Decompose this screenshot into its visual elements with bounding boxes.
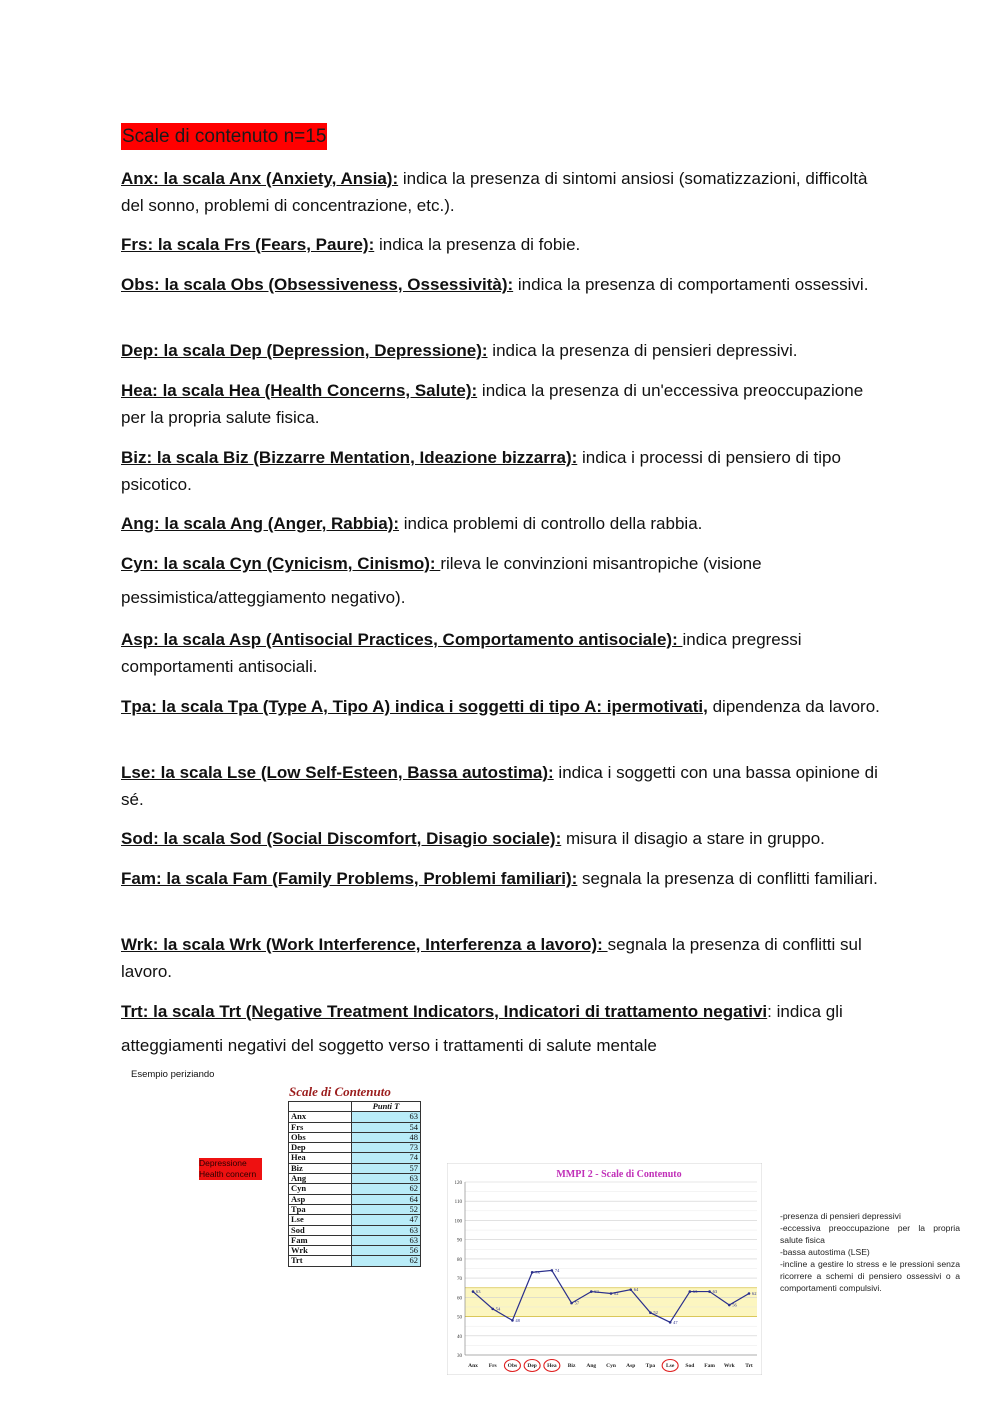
y-tick-label: 50: [457, 1315, 462, 1321]
data-label: 48: [515, 1317, 520, 1323]
scale-item-obs: [121, 272, 881, 299]
y-tick-label: 120: [454, 1181, 462, 1186]
row-value: 52: [352, 1204, 421, 1214]
x-tick-label: Wrk: [723, 1363, 735, 1369]
data-label: 74: [554, 1267, 560, 1273]
scale-term: Ang: la scala Ang (Anger, Rabbia):: [121, 514, 400, 533]
scale-item-sod: [121, 826, 881, 853]
chart-title: MMPI 2 - Scale di Contenuto: [556, 1169, 682, 1180]
scale-item-trt: [121, 995, 881, 1063]
data-point: [531, 1271, 534, 1274]
highlight-label-line: Health concern: [199, 1169, 257, 1179]
scale-item-tpa: [121, 694, 881, 721]
scale-term: Obs: la scala Obs (Obsessiveness, Ossessività):: [121, 275, 514, 294]
scale-term: Asp: la scala Asp (Antisocial Practices, Comportamento antisociale):: [121, 630, 683, 649]
content-scales-table: [288, 1083, 421, 1267]
scale-item-dep: [121, 338, 881, 365]
y-tick-label: 100: [454, 1219, 462, 1225]
table-row: [289, 1204, 421, 1214]
row-code: Hea: [289, 1153, 352, 1163]
row-value: 73: [352, 1143, 421, 1153]
note-line: -bassa autostima (LSE): [780, 1247, 870, 1257]
data-label: 54: [495, 1306, 501, 1312]
row-value: 62: [352, 1256, 421, 1266]
y-tick-label: 30: [457, 1354, 462, 1359]
x-tick-label: Dep: [527, 1363, 537, 1369]
data-label: 47: [673, 1319, 678, 1325]
scale-term: Lse: la scala Lse (Low Self-Esteen, Bassa autostima):: [121, 763, 554, 782]
row-value: 56: [352, 1246, 421, 1256]
table-row: [289, 1184, 421, 1194]
table-row: [289, 1174, 421, 1184]
scale-term: Wrk: la scala Wrk (Work Interference, Interferenza a lavoro):: [121, 935, 608, 954]
scale-term: Cyn: la scala Cyn (Cynicism, Cinismo):: [121, 554, 441, 573]
data-label: 63: [476, 1289, 481, 1295]
table-header-row: [289, 1102, 421, 1112]
table-row: [289, 1225, 421, 1235]
data-label: 63: [712, 1289, 718, 1295]
table-row: [289, 1163, 421, 1173]
data-point: [708, 1290, 711, 1293]
row-value: 64: [352, 1194, 421, 1204]
t-score-table: [288, 1101, 421, 1267]
table-header-t-score: Punti T: [352, 1102, 421, 1112]
row-code: Tpa: [289, 1204, 352, 1214]
scale-term: Frs: la scala Frs (Fears, Paure):: [121, 235, 375, 254]
y-tick-label: 70: [457, 1277, 462, 1283]
data-point: [551, 1269, 554, 1272]
x-tick-label: Biz: [567, 1363, 576, 1369]
scale-description: indica la presenza di sintomi ansiosi (somatizzazioni, difficoltà del sonno, problemi di concentrazione, etc.).: [121, 169, 868, 215]
highlight-label: [199, 1158, 262, 1180]
scale-term: Anx: la scala Anx (Anxiety, Ansia):: [121, 169, 399, 188]
scale-description: : indica gli atteggiamenti negativi del soggetto verso i trattamenti di salute mentale: [121, 1002, 843, 1055]
note-line: -eccessiva preoccupazione per la propria salute fisica: [780, 1223, 960, 1245]
table-row: [289, 1256, 421, 1266]
scale-description: misura il disagio a stare in gruppo.: [561, 829, 825, 848]
scale-description: rileva le convinzioni misantropiche (visione pessimistica/atteggiamento negativo).: [121, 554, 762, 607]
scale-term: Fam: la scala Fam (Family Problems, Problemi familiari):: [121, 869, 578, 888]
row-code: Fam: [289, 1235, 352, 1245]
row-value: 48: [352, 1132, 421, 1142]
scale-term: Tpa: la scala Tpa (Type A, Tipo A) indica i soggetti di tipo A: ipermotivati,: [121, 697, 708, 716]
example-label: Esempio periziando: [131, 1069, 215, 1080]
scale-description: segnala la presenza di conflitti familiari.: [577, 869, 878, 888]
x-tick-label: Obs: [507, 1363, 518, 1369]
scale-description: indica i processi di pensiero di tipo psicotico.: [121, 448, 841, 494]
y-tick-label: 60: [457, 1296, 462, 1302]
data-point: [649, 1311, 652, 1314]
x-tick-label: Frs: [488, 1363, 497, 1369]
scale-term: Dep: la scala Dep (Depression, Depressione):: [121, 341, 488, 360]
data-point: [472, 1290, 475, 1293]
data-label: 57: [574, 1300, 580, 1306]
row-value: 47: [352, 1215, 421, 1225]
row-code: Obs: [289, 1132, 352, 1142]
row-value: 74: [352, 1153, 421, 1163]
table-row: [289, 1215, 421, 1225]
chart-frame: [447, 1163, 762, 1375]
row-code: Sod: [289, 1225, 352, 1235]
table-row: [289, 1143, 421, 1153]
data-point: [689, 1290, 692, 1293]
row-value: 57: [352, 1163, 421, 1173]
chart-svg: [447, 1163, 762, 1375]
row-value: 63: [352, 1235, 421, 1245]
scale-description: indica la presenza di fobie.: [374, 235, 581, 254]
row-code: Trt: [289, 1256, 352, 1266]
scale-description: segnala la presenza di conflitti sul lavoro.: [121, 935, 862, 981]
page-title: Scale di contenuto n=15: [121, 123, 327, 150]
x-tick-label: Hea: [547, 1363, 557, 1369]
scale-item-ang: [121, 511, 881, 538]
data-point: [728, 1304, 731, 1307]
table-header-blank: [289, 1102, 352, 1112]
row-code: Anx: [289, 1112, 352, 1122]
data-point: [610, 1292, 613, 1295]
table-row: [289, 1122, 421, 1132]
y-tick-label: 40: [457, 1334, 462, 1340]
scale-description: indica problemi di controllo della rabbia.: [399, 514, 703, 533]
row-code: Frs: [289, 1122, 352, 1132]
table-row: [289, 1132, 421, 1142]
table-row: [289, 1235, 421, 1245]
scale-item-wrk: [121, 932, 881, 985]
x-tick-label: Sod: [685, 1363, 695, 1369]
row-value: 63: [352, 1112, 421, 1122]
note-line: -presenza di pensieri depressivi: [780, 1211, 901, 1221]
row-code: Wrk: [289, 1246, 352, 1256]
row-code: Cyn: [289, 1184, 352, 1194]
row-value: 63: [352, 1174, 421, 1184]
scale-term: Hea: la scala Hea (Health Concerns, Salute):: [121, 381, 478, 400]
x-tick-label: Trt: [745, 1363, 753, 1369]
data-label: 62: [614, 1290, 619, 1296]
x-tick-label: Cyn: [606, 1363, 616, 1369]
x-tick-label: Fam: [704, 1363, 715, 1369]
row-code: Ang: [289, 1174, 352, 1184]
table-row: [289, 1194, 421, 1204]
y-tick-label: 90: [457, 1238, 462, 1244]
data-label: 73: [535, 1269, 540, 1275]
scale-description: indica la presenza di pensieri depressivi.: [487, 341, 798, 360]
y-tick-label: 110: [454, 1200, 462, 1206]
scale-description: dipendenza da lavoro.: [707, 697, 880, 716]
interpretation-notes: [780, 1210, 960, 1294]
highlight-label-line: Depressione: [199, 1158, 247, 1168]
y-tick-label: 80: [457, 1257, 462, 1263]
table-row: [289, 1246, 421, 1256]
scale-term: Sod: la scala Sod (Social Discomfort, Disagio sociale):: [121, 829, 562, 848]
mmpi-chart: [447, 1163, 762, 1375]
note-line: -incline a gestire lo stress e le pressioni senza ricorrere a schemi di pensiero ossessivi o a comportamenti compulsivi.: [780, 1259, 960, 1293]
scale-item-lse: [121, 760, 881, 813]
x-tick-label: Asp: [626, 1363, 636, 1369]
data-point: [491, 1308, 494, 1311]
row-value: 54: [352, 1122, 421, 1132]
row-code: Asp: [289, 1194, 352, 1204]
table-row: [289, 1153, 421, 1163]
scale-item-fam: [121, 866, 881, 893]
scale-item-anx: [121, 166, 881, 219]
data-label: 63: [594, 1289, 599, 1295]
data-label: 56: [732, 1302, 737, 1308]
scale-description: indica pregressi comportamenti antisociali.: [121, 630, 802, 676]
scale-item-hea: [121, 378, 881, 431]
x-tick-label: Tpa: [645, 1363, 656, 1369]
scale-item-asp: [121, 627, 881, 680]
data-point: [748, 1292, 751, 1295]
table-row: [289, 1112, 421, 1122]
scale-description: indica la presenza di comportamenti ossessivi.: [513, 275, 869, 294]
data-label: 52: [653, 1310, 658, 1316]
data-label: 64: [633, 1287, 639, 1293]
x-tick-label: Lse: [666, 1363, 675, 1369]
scale-term: Trt: la scala Trt (Negative Treatment Indicators, Indicatori di trattamento negativi: [121, 1002, 768, 1021]
row-code: Biz: [289, 1163, 352, 1173]
row-code: Lse: [289, 1215, 352, 1225]
scale-description: indica la presenza di un'eccessiva preoccupazione per la propria salute fisica.: [121, 381, 864, 427]
data-label: 63: [692, 1289, 698, 1295]
data-point: [511, 1319, 514, 1322]
data-point: [590, 1290, 593, 1293]
data-label: 62: [752, 1290, 757, 1296]
x-tick-label: Ang: [586, 1363, 597, 1369]
scale-description: indica i soggetti con una bassa opinione di sé.: [121, 763, 878, 809]
scale-item-frs: [121, 232, 881, 259]
scale-term: Biz: la scala Biz (Bizzarre Mentation, Ideazione bizzarra):: [121, 448, 578, 467]
row-code: Dep: [289, 1143, 352, 1153]
data-point: [669, 1321, 672, 1324]
row-value: 62: [352, 1184, 421, 1194]
scale-item-cyn: [121, 547, 881, 615]
data-point: [570, 1302, 573, 1305]
scale-item-biz: [121, 445, 881, 498]
x-tick-label: Anx: [468, 1363, 478, 1369]
table-title: Scale di Contenuto: [289, 1084, 391, 1099]
data-point: [629, 1288, 632, 1291]
row-value: 63: [352, 1225, 421, 1235]
